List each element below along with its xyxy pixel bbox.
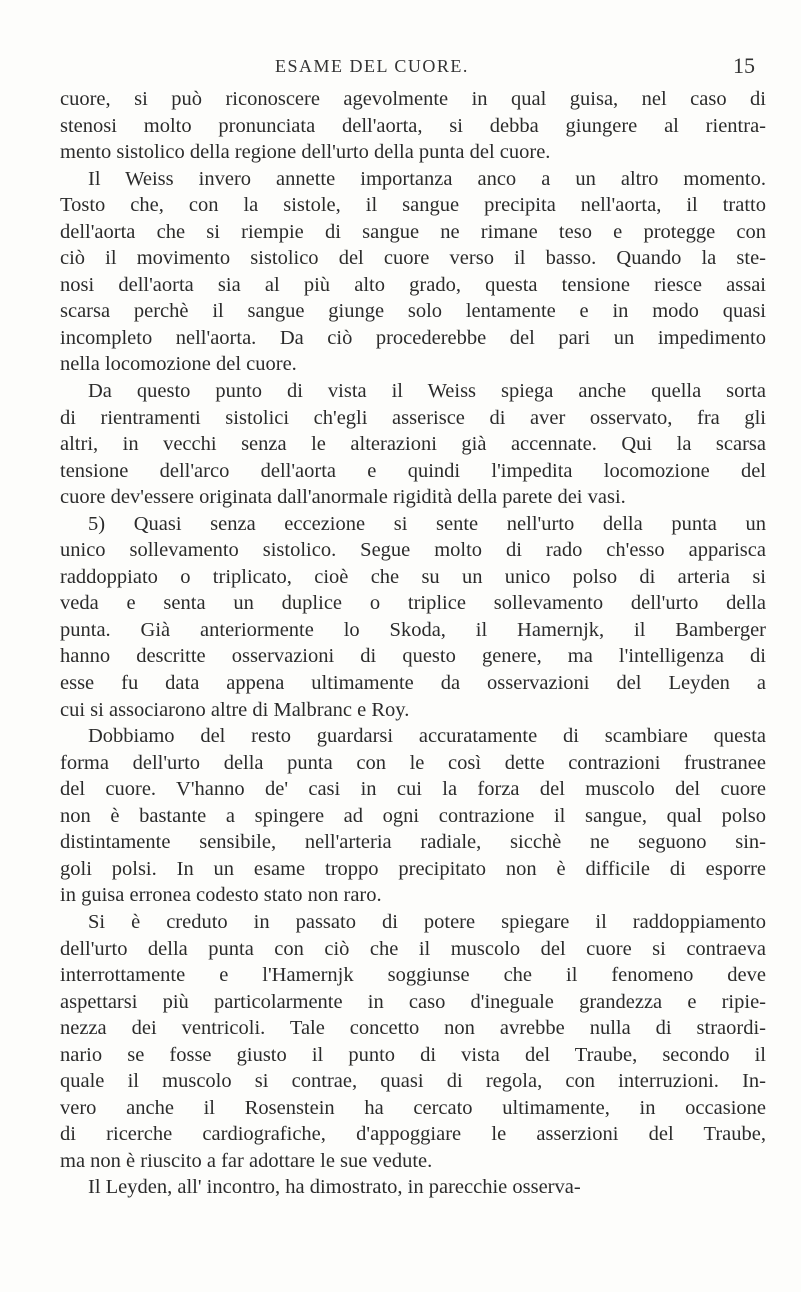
text-line: di rientramenti sistolici ch'egli asserisce di aver osservato, fra gli — [60, 406, 766, 429]
text-line: hanno descritte osservazioni di questo genere, ma l'intelligenza di — [60, 645, 766, 668]
text-line: esse fu data appena ultimamente da osservazioni del Leyden a — [60, 672, 766, 695]
text-line: cuore dev'essere originata dall'anormale rigidità della parete dei vasi. — [60, 486, 626, 509]
text-line: non è bastante a spingere ad ogni contrazione il sangue, qual polso — [60, 804, 766, 827]
text-line: ma non è riuscito a far adottare le sue vedute. — [60, 1149, 433, 1172]
text-line: del cuore. V'hanno de' casi in cui la forza del muscolo del cuore — [60, 778, 766, 801]
text-line: distintamente sensibile, nell'arteria radiale, sicchè ne seguono sin- — [60, 831, 766, 854]
text-line: Da questo punto di vista il Weiss spiega anche quella sorta — [88, 380, 766, 403]
page-number: 15 — [733, 53, 755, 78]
text-line: nosi dell'aorta sia al più alto grado, questa tensione riesce assai — [60, 273, 766, 296]
text-line: stenosi molto pronunciata dell'aorta, si debba giungere al rientra- — [60, 114, 766, 137]
text-line: dell'aorta che si riempie di sangue ne rimane teso e protegge con — [60, 220, 766, 243]
text-line: ciò il movimento sistolico del cuore verso il basso. Quando la ste- — [60, 247, 766, 270]
text-line: Si è creduto in passato di potere spiegare il raddoppiamento — [88, 910, 766, 933]
text-line: 5) Quasi senza eccezione si sente nell'urto della punta un — [88, 512, 766, 535]
running-head-title: ESAME DEL CUORE. — [275, 56, 469, 76]
text-line: altri, in vecchi senza le alterazioni già accennate. Qui la scarsa — [60, 433, 766, 456]
body-text — [60, 86, 766, 1201]
text-line: veda e senta un duplice o triplice sollevamento dell'urto della — [60, 592, 766, 615]
text-line: tensione dell'arco dell'aorta e quindi l'impedita locomozione del — [60, 459, 766, 482]
text-line: mento sistolico della regione dell'urto della punta del cuore. — [60, 141, 551, 164]
text-line: Dobbiamo del resto guardarsi accuratamente di scambiare questa — [88, 725, 766, 748]
text-line: scarsa perchè il sangue giunge solo lentamente e in modo quasi — [60, 300, 766, 323]
text-line: raddoppiato o triplicato, cioè che su un unico polso di arteria si — [60, 565, 766, 588]
text-line: in guisa erronea codesto stato non raro. — [60, 884, 382, 907]
text-line: incompleto nell'aorta. Da ciò procederebbe del pari un impedimento — [60, 326, 766, 349]
running-head — [0, 53, 801, 80]
text-line: Tosto che, con la sistole, il sangue precipita nell'aorta, il tratto — [60, 194, 766, 217]
text-line: nario se fosse giusto il punto di vista del Traube, secondo il — [60, 1043, 766, 1066]
text-line: cuore, si può riconoscere agevolmente in qual guisa, nel caso di — [60, 88, 766, 110]
text-line: interrottamente e l'Hamernjk soggiunse che il fenomeno deve — [60, 964, 766, 987]
text-line: goli polsi. In un esame troppo precipitato non è difficile di esporre — [60, 857, 766, 880]
text-line: quale il muscolo si contrae, quasi di regola, con interruzioni. In- — [60, 1070, 766, 1093]
text-line: dell'urto della punta con ciò che il muscolo del cuore si contraeva — [60, 937, 766, 960]
text-line: Il Weiss invero annette importanza anco a un altro momento. — [88, 167, 766, 190]
text-line: aspettarsi più particolarmente in caso d'ineguale grandezza e ripie- — [60, 990, 766, 1013]
text-line: di ricerche cardiografiche, d'appoggiare le asserzioni del Traube, — [60, 1123, 766, 1146]
text-line: forma dell'urto della punta con le così dette contrazioni frustranee — [60, 751, 766, 774]
text-line: cui si associarono altre di Malbranc e Roy. — [60, 698, 410, 721]
text-line: nezza dei ventricoli. Tale concetto non avrebbe nulla di straordi- — [60, 1017, 766, 1040]
text-line: unico sollevamento sistolico. Segue molto di rado ch'esso apparisca — [60, 539, 766, 562]
text-line: punta. Già anteriormente lo Skoda, il Hamernjk, il Bamberger — [60, 618, 766, 641]
text-line: nella locomozione del cuore. — [60, 353, 297, 376]
text-line: vero anche il Rosenstein ha cercato ultimamente, in occasione — [60, 1096, 766, 1119]
text-line: Il Leyden, all' incontro, ha dimostrato, in parecchie osserva- — [88, 1176, 581, 1199]
